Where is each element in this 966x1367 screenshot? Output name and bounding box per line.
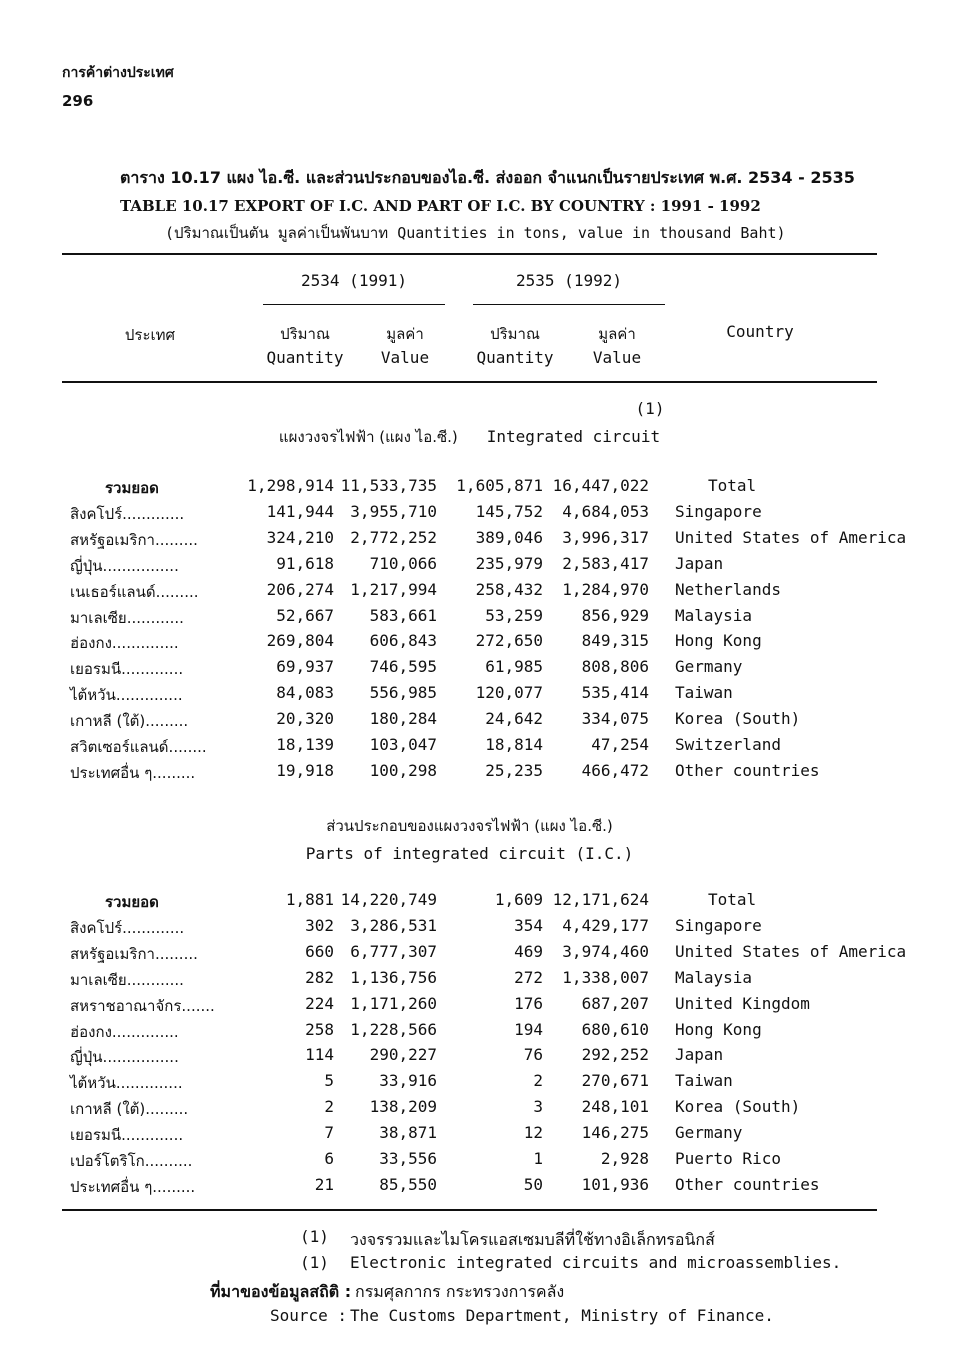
quantity-1992-cell: 194 [514,1019,543,1039]
source-label-thai: ที่มาของข้อมูลสถิติ : [210,1282,352,1301]
table-row [0,657,966,683]
table-row [0,1149,966,1175]
country-name-thai: สหราชอาณาจักร....... [70,996,215,1015]
country-name-english: Total [708,476,757,495]
country-name-thai: ญี่ปุ่น................ [70,1048,179,1067]
quantity-1991-cell: 69,937 [276,657,334,677]
bottom-rule [62,1209,877,1211]
title-english: TABLE 10.17 EXPORT OF I.C. AND PART OF I.C. BY COUNTRY : 1991 - 1992 [120,197,761,215]
table-row [0,968,966,994]
value-1991-cell: 290,227 [369,1045,437,1065]
v1-thai-header: มูลค่า [386,325,424,343]
quantity-1992-cell: 2 [533,1071,543,1091]
value-1992-cell: 1,338,007 [562,967,649,987]
table-row [0,502,966,528]
value-1992-cell: 466,472 [581,760,649,780]
quantity-1991-cell: 2 [324,1097,334,1117]
footnote-thai: วงจรรวมและไมโครแอสเซมบลีที่ใช้ทางอิเล็กทรอนิกส์ [350,1230,715,1249]
country-name-english: Korea (South) [675,709,801,729]
quantity-1991-cell: 282 [305,967,334,987]
country-name-thai: สหรัฐอเมริกา......... [70,530,198,549]
v1-header: Value [380,348,430,367]
country-name-english: Japan [675,1045,724,1065]
quantity-1992-cell: 61,985 [485,657,543,677]
section2-heading-thai: ส่วนประกอบของแผงวงจรไฟฟ้า (แผง ไอ.ซี.) [326,817,613,835]
quantity-1992-cell: 1 [533,1149,543,1168]
value-1992-cell: 1,284,970 [562,579,649,599]
value-1992-cell: 270,671 [581,1071,649,1091]
value-1991-cell: 606,843 [369,631,437,651]
country-name-english: Puerto Rico [675,1149,781,1168]
country-name-thai: สิงคโปร์............. [70,918,185,937]
value-1992-cell: 3,996,317 [562,527,649,547]
value-1991-cell: 710,066 [369,553,437,573]
value-1992-cell: 2,928 [600,1149,649,1168]
table-row [0,476,966,502]
source-english: The Customs Department, Ministry of Finance. [350,1306,774,1325]
table-row [0,1020,966,1046]
country-name-thai: สวิตเซอร์แลนด์........ [70,738,207,756]
title-units: (ปริมาณเป็นตัน มูลค่าเป็นพันบาท Quantities in tons, value in thousand Baht) [165,224,786,242]
value-1992-cell: 680,610 [581,1019,649,1039]
quantity-1992-cell: 24,642 [485,709,543,729]
header-rule [62,381,877,383]
country-name-english: Singapore [675,501,762,521]
table-row [0,631,966,657]
country-name-english: Netherlands [675,579,781,599]
country-name-english: Hong Kong [675,1019,762,1039]
table-row [0,1045,966,1071]
value-1991-cell: 583,661 [369,605,437,625]
section1-heading-english: Integrated circuit [486,427,661,446]
quantity-1991-cell: 21 [314,1174,334,1194]
value-1992-cell: 101,936 [581,1174,649,1194]
country-name-english: Hong Kong [675,631,762,651]
table-row [0,916,966,942]
value-1991-cell: 100,298 [369,760,437,780]
value-1992-cell: 687,207 [581,993,649,1013]
quantity-1992-cell: 120,077 [475,683,543,703]
country-name-thai: เยอรมนี............. [70,1126,184,1145]
table-row [0,606,966,632]
quantity-1991-cell: 7 [324,1123,334,1143]
country-name-thai: รวมยอด [105,479,159,497]
section2-heading-english: Parts of integrated circuit (I.C.) [305,844,634,863]
v2-thai-header: มูลค่า [598,325,636,343]
value-1992-cell: 4,429,177 [562,915,649,935]
quantity-1992-cell: 235,979 [475,553,543,573]
value-1991-cell: 6,777,307 [350,941,437,961]
value-1991-cell: 85,550 [379,1174,437,1194]
quantity-1992-cell: 272,650 [475,631,543,651]
quantity-1991-cell: 269,804 [266,631,334,651]
country-name-thai: ไต้หวัน.............. [70,1074,183,1093]
quantity-1991-cell: 324,210 [266,527,334,547]
value-1992-cell: 4,684,053 [562,501,649,521]
value-1991-cell: 2,772,252 [350,527,437,547]
country-name-thai: เปอร์โตริโก.......... [70,1152,193,1170]
table-row [0,890,966,916]
footnote-mark-english: (1) [300,1253,329,1272]
country-name-english: Malaysia [675,605,753,625]
country-name-english: Germany [675,657,743,677]
q2-header: Quantity [476,348,554,367]
value-1991-cell: 3,955,710 [350,501,437,521]
quantity-1992-cell: 258,432 [475,579,543,599]
country-name-english: Korea (South) [675,1097,801,1117]
q1-header: Quantity [266,348,344,367]
value-1991-cell: 33,916 [379,1071,437,1091]
quantity-1992-cell: 1,605,871 [456,476,543,495]
country-name-thai: ฮ่องกง.............. [70,634,179,653]
country-name-thai: ประเทศอื่น ๆ......... [70,763,196,782]
value-1992-cell: 12,171,624 [552,890,649,909]
value-1991-cell: 38,871 [379,1123,437,1143]
title-thai: ตาราง 10.17 แผง ไอ.ซี. และส่วนประกอบของไอ.ซี. ส่งออก จำแนกเป็นรายประเทศ พ.ศ. 2534 - 2535 [120,168,855,187]
value-1991-cell: 1,136,756 [350,967,437,987]
country-thai-header: ประเทศ [124,326,176,344]
value-1992-cell: 808,806 [581,657,649,677]
table-row [0,1175,966,1201]
quantity-1992-cell: 3 [533,1097,543,1117]
year1-header: 2534 (1991) [301,271,407,290]
value-1991-cell: 103,047 [369,735,437,754]
table-row [0,554,966,580]
quantity-1991-cell: 302 [305,915,334,935]
value-1992-cell: 535,414 [581,683,649,703]
country-name-thai: ประเทศอื่น ๆ......... [70,1177,196,1196]
quantity-1992-cell: 53,259 [485,605,543,625]
quantity-1991-cell: 18,139 [276,735,334,754]
value-1992-cell: 292,252 [581,1045,649,1065]
value-1991-cell: 11,533,735 [340,476,437,495]
country-header: Country [726,322,794,341]
country-name-thai: มาเลเซีย............ [70,970,184,989]
quantity-1991-cell: 258 [305,1019,334,1039]
top-rule [62,253,877,255]
country-name-english: United States of America [675,941,907,961]
year2-underline [473,304,665,305]
year2-header: 2535 (1992) [516,271,622,290]
section1-heading [62,425,877,449]
country-name-english: Switzerland [675,735,781,754]
table-row [0,580,966,606]
country-name-thai: เนเธอร์แลนด์......... [70,582,199,601]
footnote-english: Electronic integrated circuits and microassemblies. [350,1253,842,1272]
country-name-english: United Kingdom [675,993,810,1013]
country-name-thai: สหรัฐอเมริกา......... [70,944,198,963]
section2-heading [62,814,877,863]
country-name-english: Other countries [675,760,820,780]
country-name-thai: สิงคโปร์............. [70,504,185,523]
country-name-english: Germany [675,1123,743,1143]
quantity-1991-cell: 1,881 [285,890,334,909]
quantity-1991-cell: 5 [324,1071,334,1091]
value-1992-cell: 146,275 [581,1123,649,1143]
table-row [0,942,966,968]
quantity-1991-cell: 6 [324,1149,334,1168]
value-1992-cell: 856,929 [581,605,649,625]
quantity-1991-cell: 20,320 [276,709,334,729]
table-row [0,709,966,735]
country-name-english: United States of America [675,527,907,547]
value-1991-cell: 3,286,531 [350,915,437,935]
q1-thai-header: ปริมาณ [280,325,330,343]
table-title [120,166,920,245]
quantity-1991-cell: 1,298,914 [247,476,334,495]
country-name-english: Taiwan [675,1071,733,1091]
quantity-1992-cell: 18,814 [485,735,543,754]
table-row [0,528,966,554]
table-row [0,735,966,761]
country-name-english: Total [708,890,757,909]
value-1991-cell: 556,985 [369,683,437,703]
quantity-1992-cell: 272 [514,967,543,987]
value-1992-cell: 334,075 [581,709,649,729]
quantity-1992-cell: 145,752 [475,501,543,521]
table-row [0,1071,966,1097]
quantity-1992-cell: 469 [514,941,543,961]
country-name-english: Other countries [675,1174,820,1194]
quantity-1991-cell: 206,274 [266,579,334,599]
country-name-thai: ญี่ปุ่น................ [70,556,179,575]
v2-header: Value [592,348,642,367]
quantity-1992-cell: 25,235 [485,760,543,780]
country-name-thai: ไต้หวัน.............. [70,686,183,705]
country-name-thai: รวมยอด [105,893,159,911]
source-thai: กรมศุลกากร กระทรวงการคลัง [355,1282,565,1301]
quantity-1992-cell: 12 [523,1123,543,1143]
table-row [0,994,966,1020]
value-1991-cell: 1,171,260 [350,993,437,1013]
country-name-english: Taiwan [675,683,733,703]
value-1991-cell: 138,209 [369,1097,437,1117]
country-name-thai: มาเลเซีย............ [70,608,184,627]
q2-thai-header: ปริมาณ [490,325,540,343]
country-name-thai: เกาหลี (ใต้)......... [70,1100,189,1119]
country-name-thai: เยอรมนี............. [70,660,184,679]
country-name-english: Japan [675,553,724,573]
quantity-1991-cell: 84,083 [276,683,334,703]
section1-heading-thai: แผงวงจรไฟฟ้า (แผง ไอ.ซี.) [278,428,458,446]
value-1992-cell: 248,101 [581,1097,649,1117]
footnote-mark-thai: (1) [300,1227,329,1246]
value-1992-cell: 47,254 [591,735,649,754]
section1-note-mark: (1) [635,399,665,418]
quantity-1991-cell: 224 [305,993,334,1013]
value-1991-cell: 1,228,566 [350,1019,437,1039]
value-1992-cell: 2,583,417 [562,553,649,573]
table-row [0,1097,966,1123]
table-row [0,761,966,787]
table-row [0,1123,966,1149]
year1-underline [263,304,445,305]
value-1991-cell: 14,220,749 [340,890,437,909]
quantity-1991-cell: 660 [305,941,334,961]
quantity-1991-cell: 19,918 [276,760,334,780]
quantity-1992-cell: 176 [514,993,543,1013]
country-name-english: Malaysia [675,967,753,987]
quantity-1992-cell: 354 [514,915,543,935]
country-name-thai: ฮ่องกง.............. [70,1022,179,1041]
value-1991-cell: 746,595 [369,657,437,677]
quantity-1991-cell: 91,618 [276,553,334,573]
country-name-thai: เกาหลี (ใต้)......... [70,712,189,731]
quantity-1992-cell: 1,609 [494,890,543,909]
quantity-1991-cell: 141,944 [266,501,334,521]
value-1992-cell: 16,447,022 [552,476,649,495]
page-number: 296 [62,92,94,110]
quantity-1992-cell: 50 [523,1174,543,1194]
country-name-english: Singapore [675,915,762,935]
source-label: Source : [270,1306,348,1325]
value-1992-cell: 849,315 [581,631,649,651]
quantity-1991-cell: 114 [305,1045,334,1065]
value-1991-cell: 180,284 [369,709,437,729]
table-row [0,683,966,709]
running-header: การค้าต่างประเทศ [62,65,174,81]
value-1991-cell: 33,556 [379,1149,437,1168]
value-1991-cell: 1,217,994 [350,579,437,599]
quantity-1992-cell: 389,046 [475,527,543,547]
value-1992-cell: 3,974,460 [562,941,649,961]
quantity-1992-cell: 76 [523,1045,543,1065]
quantity-1991-cell: 52,667 [276,605,334,625]
